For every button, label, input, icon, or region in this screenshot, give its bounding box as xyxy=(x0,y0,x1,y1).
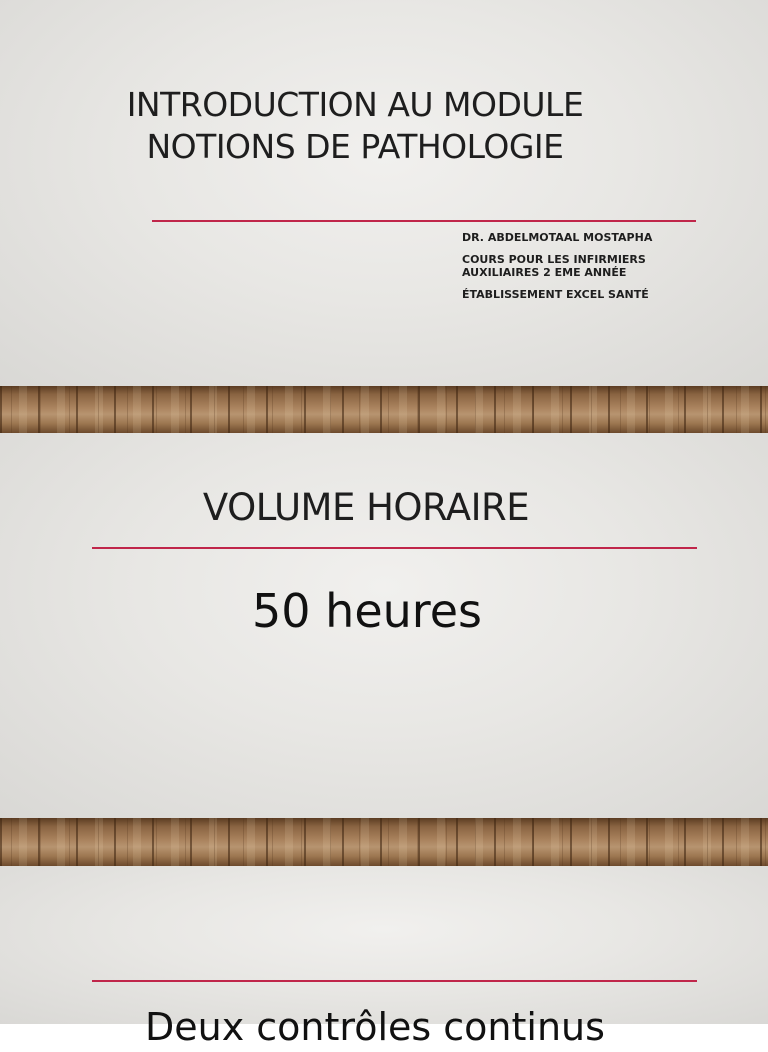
wood-floor-divider xyxy=(0,818,768,866)
slide-1-subtitle xyxy=(462,231,722,310)
title-line: NOTIONS DE PATHOLOGIE xyxy=(146,127,564,166)
slide-2-title: VOLUME HORAIRE xyxy=(202,486,530,529)
slide-volume-horaire xyxy=(0,433,768,818)
title-line: INTRODUCTION AU MODULE xyxy=(126,85,584,124)
slide-3-body: Deux contrôles continus xyxy=(145,1005,605,1049)
author-line: DR. ABDELMOTAAL MOSTAPHA xyxy=(462,231,653,244)
slide-evaluation xyxy=(0,866,768,1049)
slide-1-title xyxy=(40,84,670,168)
institution-line: ÉTABLISSEMENT EXCEL SANTÉ xyxy=(462,288,649,301)
accent-divider xyxy=(92,980,697,982)
course-line: COURS POUR LES INFIRMIERS AUXILIAIRES 2 EME ANNÉE xyxy=(462,253,646,279)
wood-floor-divider xyxy=(0,386,768,433)
accent-divider xyxy=(92,547,697,549)
slide-title xyxy=(0,0,768,386)
accent-divider xyxy=(152,220,696,222)
slide-2-body: 50 heures xyxy=(252,584,482,638)
